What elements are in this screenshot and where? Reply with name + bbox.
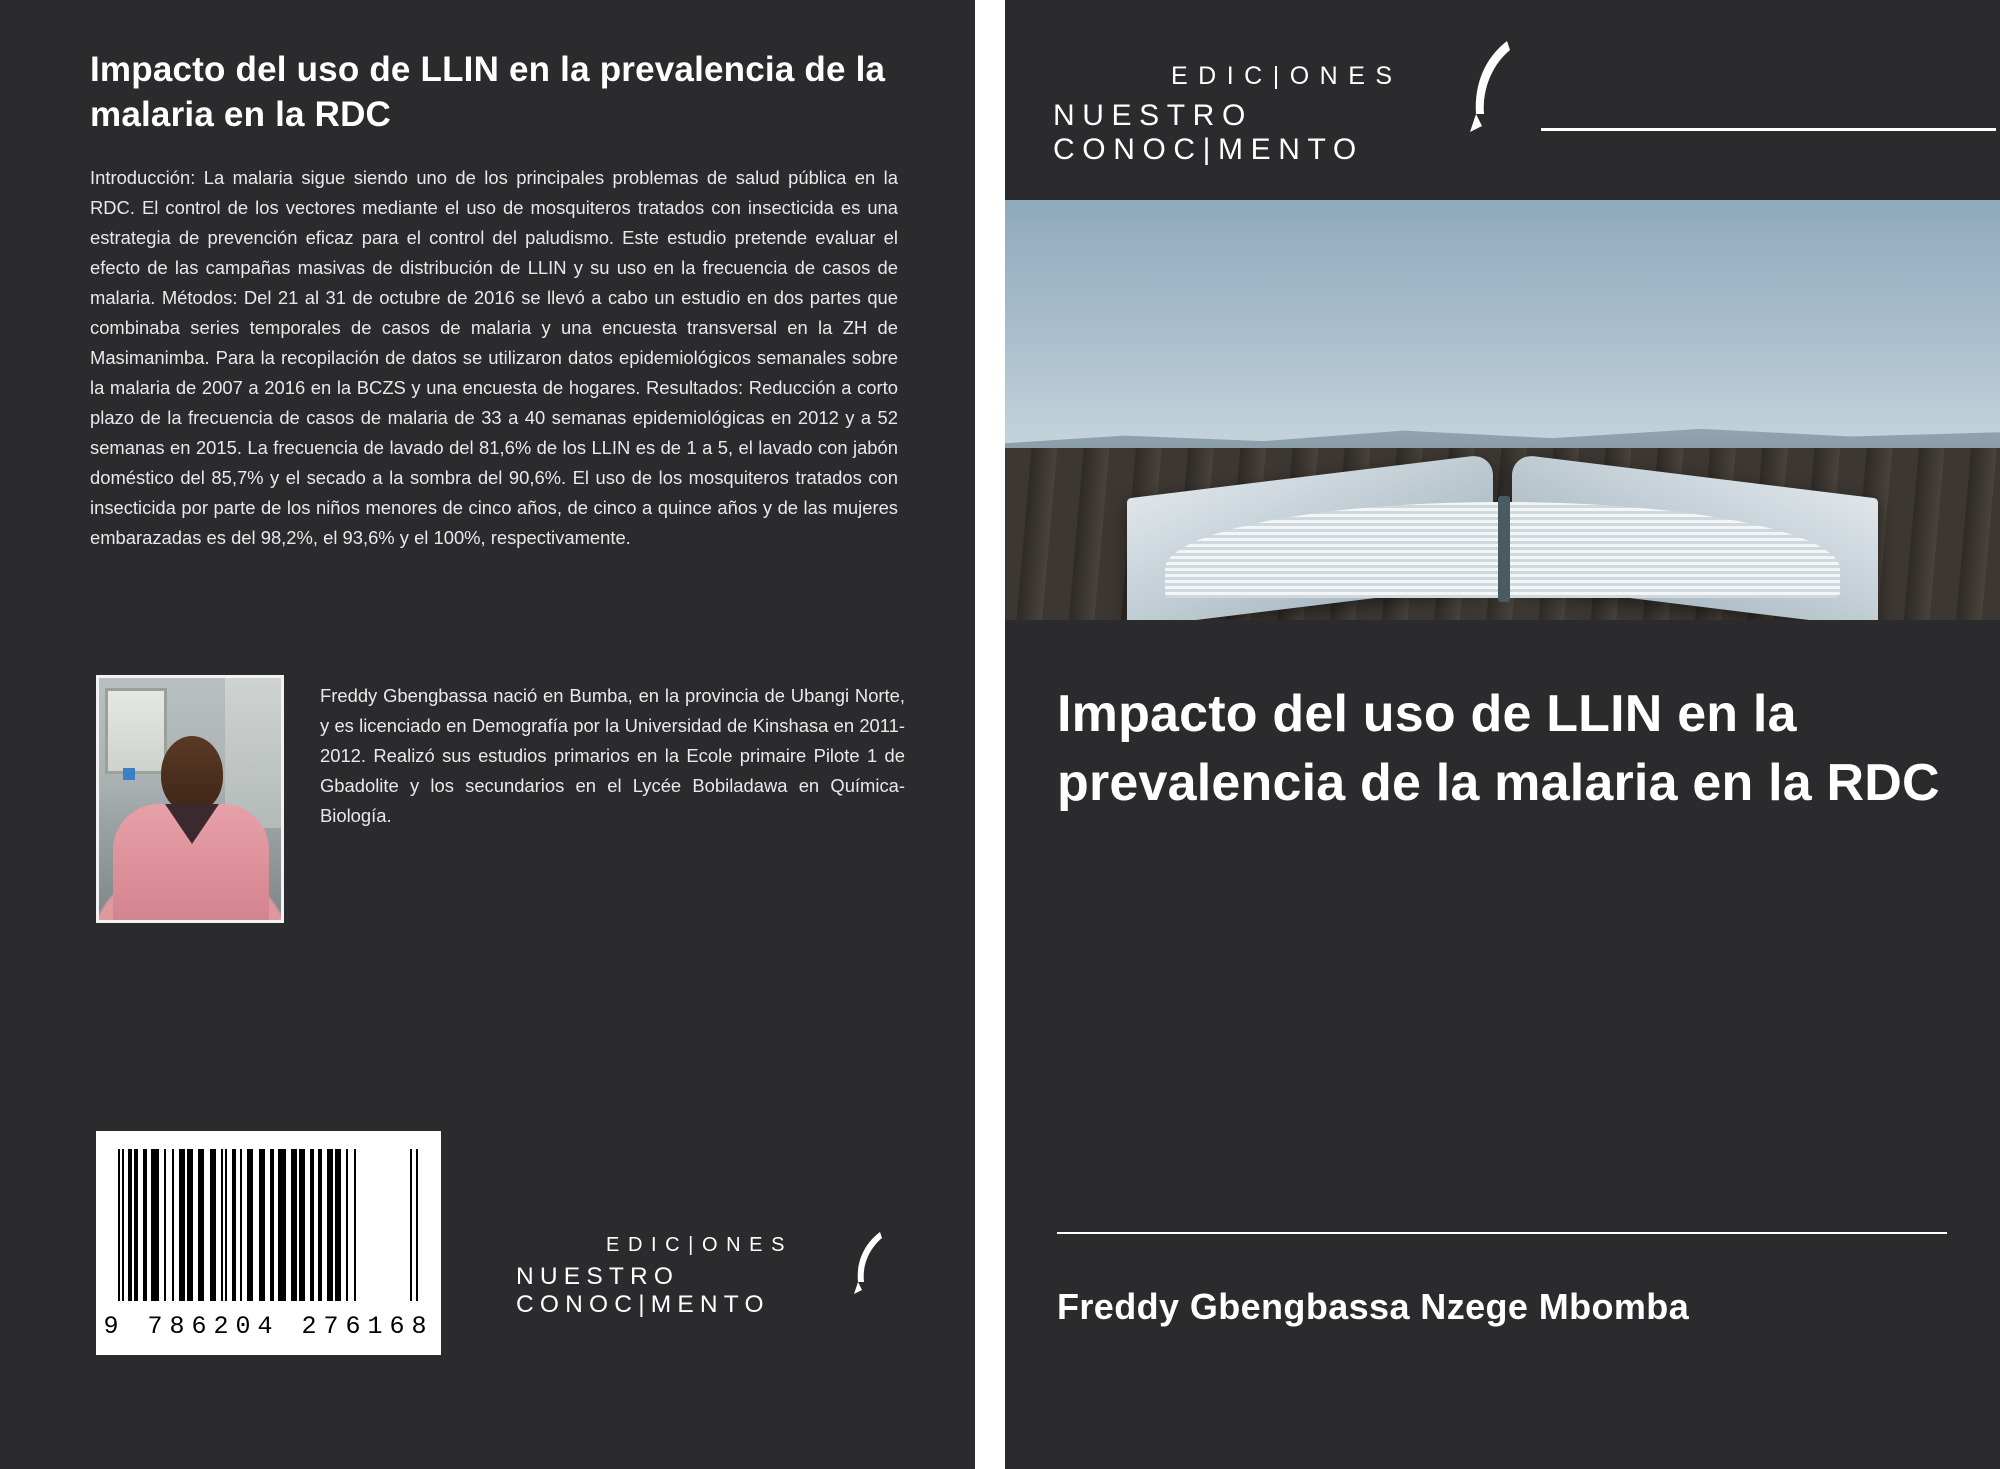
isbn-barcode (96, 1131, 441, 1355)
publisher-logo-front (1053, 62, 1473, 167)
back-cover-title: Impacto del uso de LLIN en la prevalencia de la malaria en la RDC (90, 50, 886, 134)
publisher-logo-line2: NUESTRO CONOC|MENTO (516, 1263, 770, 1318)
front-cover (1005, 0, 2000, 1469)
quill-icon (1465, 38, 1521, 134)
barcode-bars (118, 1149, 420, 1301)
cover-photo (1005, 200, 2000, 620)
front-divider (1057, 1232, 1947, 1234)
publisher-logo-front-line1: EDIC|ONES (1171, 62, 1403, 90)
front-cover-title: Impacto del uso de LLIN en la prevalencia de la malaria en la RDC (1057, 685, 1940, 813)
front-cover-author: Freddy Gbengbassa Nzege Mbomba (1057, 1286, 1690, 1327)
front-cover-header (1005, 0, 2000, 200)
publisher-logo-line1: EDIC|ONES (606, 1234, 794, 1256)
barcode-digits: 9 786204 276168 (103, 1312, 434, 1341)
back-cover-abstract: Introducción: La malaria sigue siendo uno de los principales problemas de salud pública en la RDC. El control de los vectores mediante el uso de mosquiteros tratados con insecticida es una estrategia de prevención eficaz para el control del paludismo. Este estudio pretende evaluar el efecto de las campañas masivas de distribución de LLIN y su uso en la frecuencia de casos de malaria. Métodos: Del 21 al 31 de octubre de 2016 se llevó a cabo un estudio en dos partes que combinaba series temporales de casos de malaria y una encuesta transversal en la ZH de Masimanimba. Para la recopilación de datos se utilizaron datos epidemiológicos semanales sobre la malaria de 2007 a 2016 en la BCZS y una encuesta de hogares. Resultados: Reducción a corto plazo de la frecuencia de casos de malaria de 33 a 40 semanas epidemiológicas en 2012 y a 52 semanas en 2015. La frecuencia de lavado del 81,6% de los LLIN es de 1 a 5, el lavado con jabón doméstico del 85,7% y el secado a la sombra del 90,6%. El uso de los mosquiteros tratados con insecticida por parte de los niños menores de cinco años, de cinco a quince años y de las mujeres embarazadas es del 98,2%, el 93,6% y el 100%, respectivamente. (90, 167, 898, 548)
book-spine (975, 0, 1005, 1469)
quill-icon (850, 1230, 890, 1296)
author-photo (96, 675, 284, 923)
back-cover (0, 0, 975, 1469)
header-rule (1541, 128, 1996, 131)
publisher-logo-front-line2: NUESTRO CONOC|MENTO (1053, 99, 1364, 166)
author-biography: Freddy Gbengbassa nació en Bumba, en la provincia de Ubangi Norte, y es licenciado en Demografía por la Universidad de Kinshasa en 2011-2012. Realizó sus estudios primarios en la Ecole primaire Pilote 1 de Gbadolite y los secundarios en el Lycée Bobiladawa en Química-Biología. (320, 685, 905, 826)
publisher-logo-back (516, 1234, 896, 1318)
